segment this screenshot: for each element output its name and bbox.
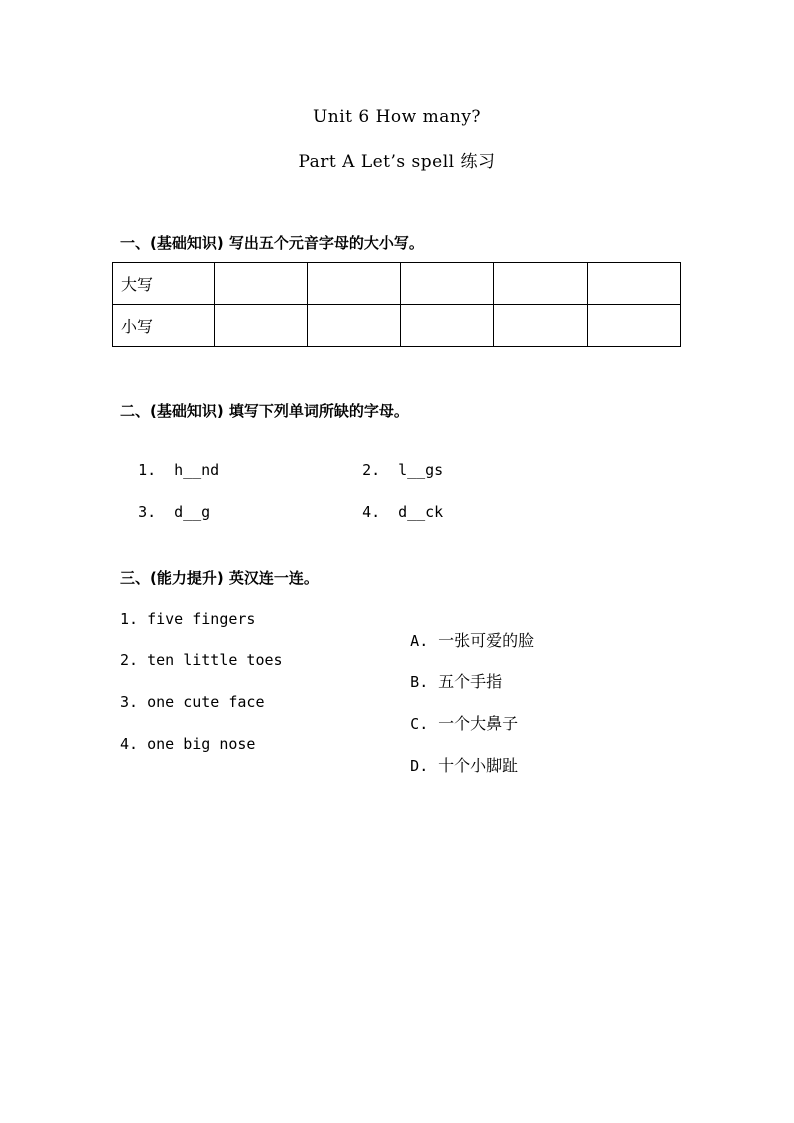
uppercase-row <box>113 263 681 305</box>
fill-item-word: d__g <box>174 503 211 521</box>
lowercase-answer-cell[interactable] <box>587 305 680 347</box>
match-english-item-1: 1. five fingers <box>120 610 256 628</box>
match-chinese-letter: C. <box>410 715 429 733</box>
match-chinese-item-c <box>400 692 518 734</box>
fill-item-number: 3. <box>138 503 157 521</box>
fill-item-word: h__nd <box>174 461 220 479</box>
fill-item-number: 2. <box>362 461 381 479</box>
section-3-heading: 三、(能力提升) 英汉连一连。 <box>120 569 319 587</box>
uppercase-answer-cell[interactable] <box>307 263 400 305</box>
fill-item-1 <box>120 443 219 479</box>
worksheet-title: Unit 6 How many? <box>312 107 482 127</box>
match-chinese-text: 十个小脚趾 <box>438 756 519 775</box>
lowercase-answer-cell[interactable] <box>401 305 494 347</box>
fill-item-number: 1. <box>138 461 157 479</box>
match-chinese-letter: B. <box>410 673 429 691</box>
section-1-heading: 一、(基础知识) 写出五个元音字母的大小写。 <box>120 234 424 252</box>
uppercase-answer-cell[interactable] <box>214 263 307 305</box>
match-chinese-item-a <box>400 609 534 651</box>
uppercase-label: 大写 <box>113 263 215 305</box>
match-chinese-letter: A. <box>410 632 429 650</box>
uppercase-answer-cell[interactable] <box>401 263 494 305</box>
fill-item-word: d__ck <box>398 503 444 521</box>
match-chinese-text: 一张可爱的脸 <box>438 631 535 650</box>
fill-item-3 <box>120 485 210 521</box>
lowercase-row <box>113 305 681 347</box>
lowercase-label: 小写 <box>113 305 215 347</box>
uppercase-answer-cell[interactable] <box>494 263 587 305</box>
uppercase-answer-cell[interactable] <box>587 263 680 305</box>
lowercase-answer-cell[interactable] <box>494 305 587 347</box>
fill-item-word: l__gs <box>398 461 444 479</box>
match-chinese-item-d <box>400 734 518 776</box>
match-chinese-item-b <box>400 650 502 692</box>
lowercase-answer-cell[interactable] <box>214 305 307 347</box>
match-chinese-letter: D. <box>410 757 429 775</box>
match-english-item-3: 3. one cute face <box>120 693 265 711</box>
fill-item-2 <box>344 443 443 479</box>
match-english-item-2: 2. ten little toes <box>120 651 283 669</box>
match-english-item-4: 4. one big nose <box>120 735 256 753</box>
vowel-case-table <box>112 262 681 347</box>
section-2-heading: 二、(基础知识) 填写下列单词所缺的字母。 <box>120 402 409 420</box>
fill-item-4 <box>344 485 443 521</box>
match-chinese-text: 一个大鼻子 <box>438 714 519 733</box>
fill-item-number: 4. <box>362 503 381 521</box>
worksheet-subtitle: Part A Let’s spell 练习 <box>298 152 496 172</box>
lowercase-answer-cell[interactable] <box>307 305 400 347</box>
match-chinese-text: 五个手指 <box>438 672 503 691</box>
